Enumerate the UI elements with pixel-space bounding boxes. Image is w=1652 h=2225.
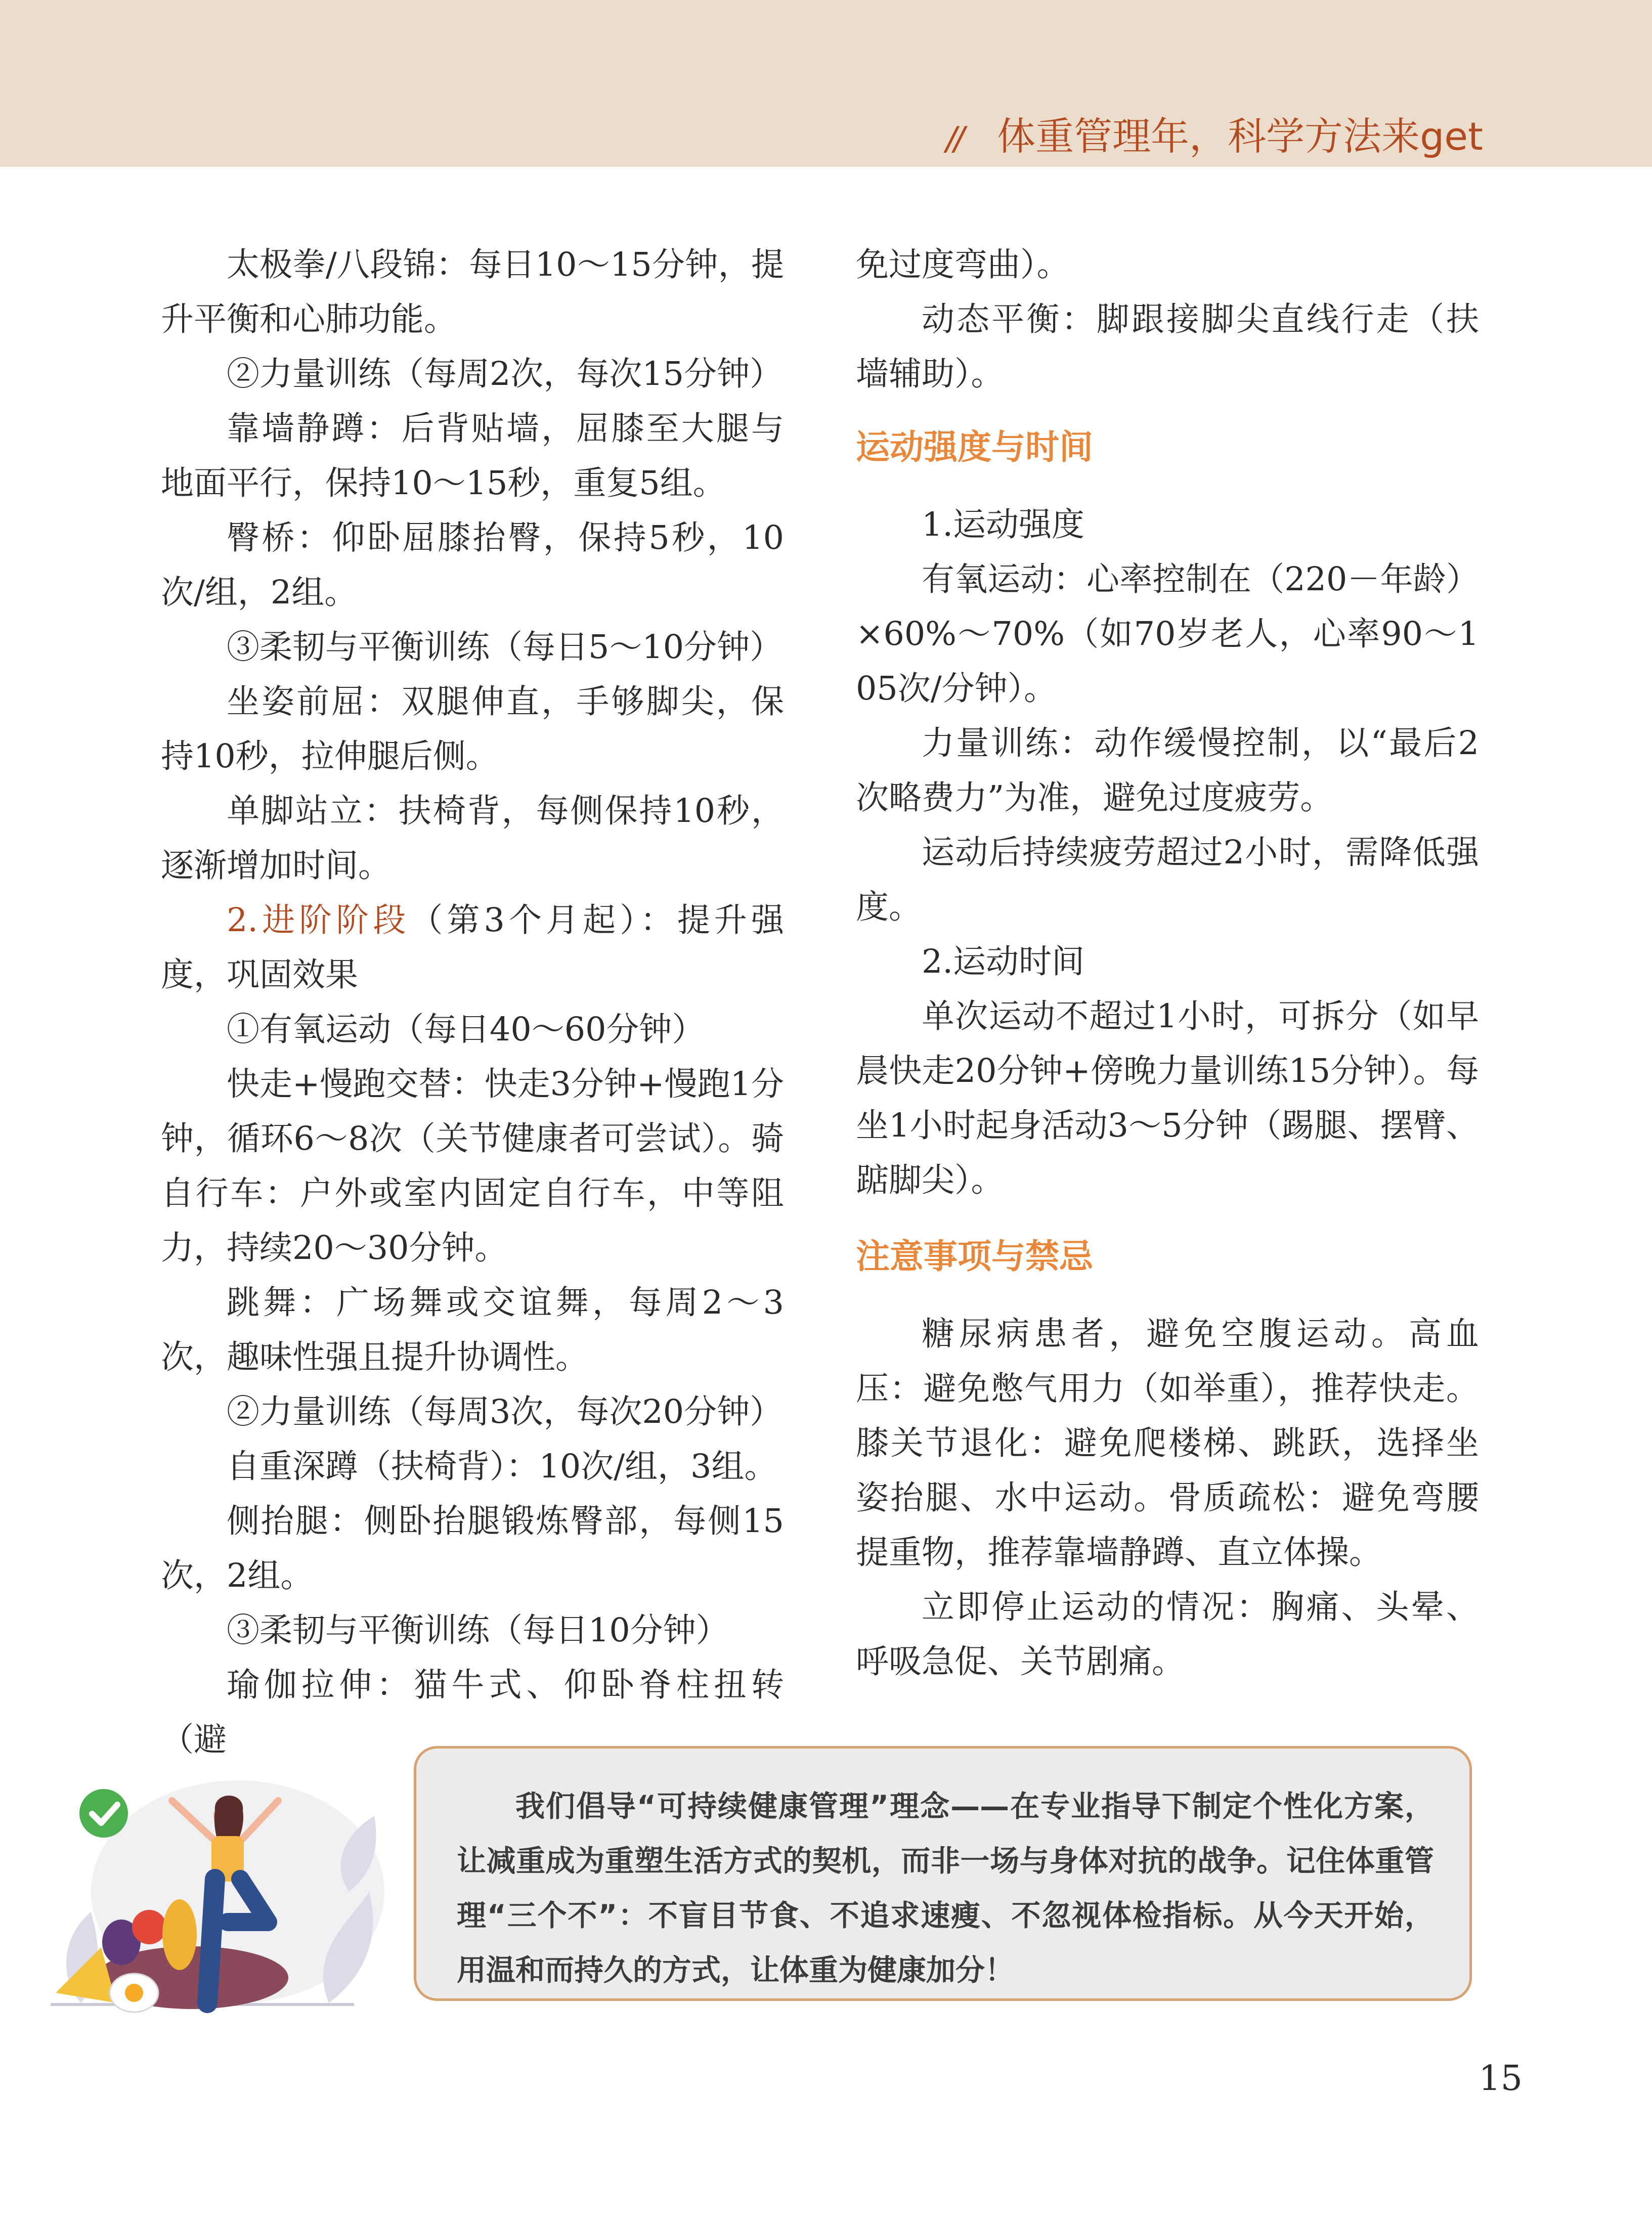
section-heading-intensity: 运动强度与时间 bbox=[856, 427, 1093, 467]
check-badge-icon bbox=[79, 1789, 128, 1838]
paragraph: 单脚站立：扶椅背，每侧保持10秒，逐渐增加时间。 bbox=[161, 792, 784, 885]
header-title-text: 体重管理年，科学方法来get bbox=[997, 114, 1483, 159]
paragraph: ①有氧运动（每日40～60分钟） bbox=[227, 1011, 705, 1049]
paragraph: 快走+慢跑交替：快走3分钟+慢跑1分钟，循环6～8次（关节健康者可尝试）。骑自行车：户外或室内固定自行车，中等阻力，持续20～30分钟。 bbox=[161, 1065, 784, 1267]
paragraph: ②力量训练（每周3次，每次20分钟） bbox=[227, 1393, 783, 1431]
header-slash-marks: // bbox=[946, 120, 962, 158]
callout-box bbox=[414, 1746, 1472, 2001]
paragraph: 糖尿病患者，避免空腹运动。高血压：避免憋气用力（如举重），推荐快走。膝关节退化：避免爬楼梯、跳跃，选择坐姿抬腿、水中运动。骨质疏松：避免弯腰提重物，推荐靠墙静蹲、直立体操。 bbox=[856, 1315, 1479, 1572]
paragraph: 有氧运动：心率控制在（220－年龄）×60%～70%（如70岁老人，心率90～105次/分钟）。 bbox=[856, 560, 1479, 708]
paragraph: 1.运动强度 bbox=[922, 506, 1085, 544]
healthy-lifestyle-illustration bbox=[46, 1740, 400, 2023]
stage-title: 2.进阶阶段 bbox=[227, 901, 410, 939]
right-column bbox=[856, 238, 1479, 1689]
stage-desc: （第3个月起）：提升强度，巩固效果 bbox=[161, 901, 784, 994]
paragraph: 太极拳/八段锦：每日10～15分钟，提升平衡和心肺功能。 bbox=[161, 246, 784, 338]
paragraph: 力量训练：动作缓慢控制，以“最后2次略费力”为准，避免过度疲劳。 bbox=[856, 724, 1479, 817]
paragraph: 靠墙静蹲：后背贴墙，屈膝至大腿与地面平行，保持10～15秒，重复5组。 bbox=[161, 410, 784, 502]
paragraph: 单次运动不超过1小时，可拆分（如早晨快走20分钟+傍晚力量训练15分钟）。每坐1小时起身活动3～5分钟（踢腿、摆臂、踮脚尖）。 bbox=[856, 997, 1479, 1199]
paragraph: 坐姿前屈：双腿伸直，手够脚尖，保持10秒，拉伸腿后侧。 bbox=[161, 683, 784, 775]
paragraph: 运动后持续疲劳超过2小时，需降低强度。 bbox=[856, 834, 1479, 926]
page-number: 15 bbox=[1479, 2059, 1523, 2099]
left-column bbox=[161, 238, 784, 1767]
paragraph: ③柔韧与平衡训练（每日10分钟） bbox=[227, 1611, 729, 1649]
callout-text: 我们倡导“可持续健康管理”理念——在专业指导下制定个性化方案，让减重成为重塑生活方式的契机，而非一场与身体对抗的战争。记住体重管理“三个不”：不盲目节食、不追求速瘦、不忽视体检指标。从今天开始，用温和而持久的方式，让体重为健康加分！ bbox=[457, 1789, 1434, 1987]
paragraph: 臀桥：仰卧屈膝抬臀，保持5秒，10次/组，2组。 bbox=[161, 519, 784, 612]
section-heading-precautions: 注意事项与禁忌 bbox=[856, 1237, 1093, 1276]
paragraph: 免过度弯曲）。 bbox=[856, 246, 1070, 284]
paragraph: 跳舞：广场舞或交谊舞，每周2～3次，趣味性强且提升协调性。 bbox=[161, 1284, 784, 1376]
corn-icon bbox=[162, 1899, 197, 1970]
egg-icon bbox=[110, 1974, 158, 2012]
paragraph: 2.运动时间 bbox=[922, 943, 1085, 981]
paragraph bbox=[161, 893, 784, 1002]
apple-icon bbox=[132, 1910, 166, 1944]
paragraph: 立即停止运动的情况：胸痛、头晕、呼吸急促、关节剧痛。 bbox=[856, 1588, 1479, 1681]
paragraph: 瑜伽拉伸：猫牛式、仰卧脊柱扭转（避 bbox=[161, 1666, 784, 1759]
running-header bbox=[946, 109, 1482, 164]
paragraph: 侧抬腿：侧卧抬腿锻炼臀部，每侧15次，2组。 bbox=[161, 1502, 784, 1595]
paragraph: ③柔韧与平衡训练（每日5～10分钟） bbox=[227, 628, 783, 666]
paragraph: ②力量训练（每周2次，每次15分钟） bbox=[227, 355, 783, 393]
paragraph: 动态平衡：脚跟接脚尖直线行走（扶墙辅助）。 bbox=[856, 300, 1479, 393]
paragraph: 自重深蹲（扶椅背）：10次/组，3组。 bbox=[227, 1448, 777, 1486]
